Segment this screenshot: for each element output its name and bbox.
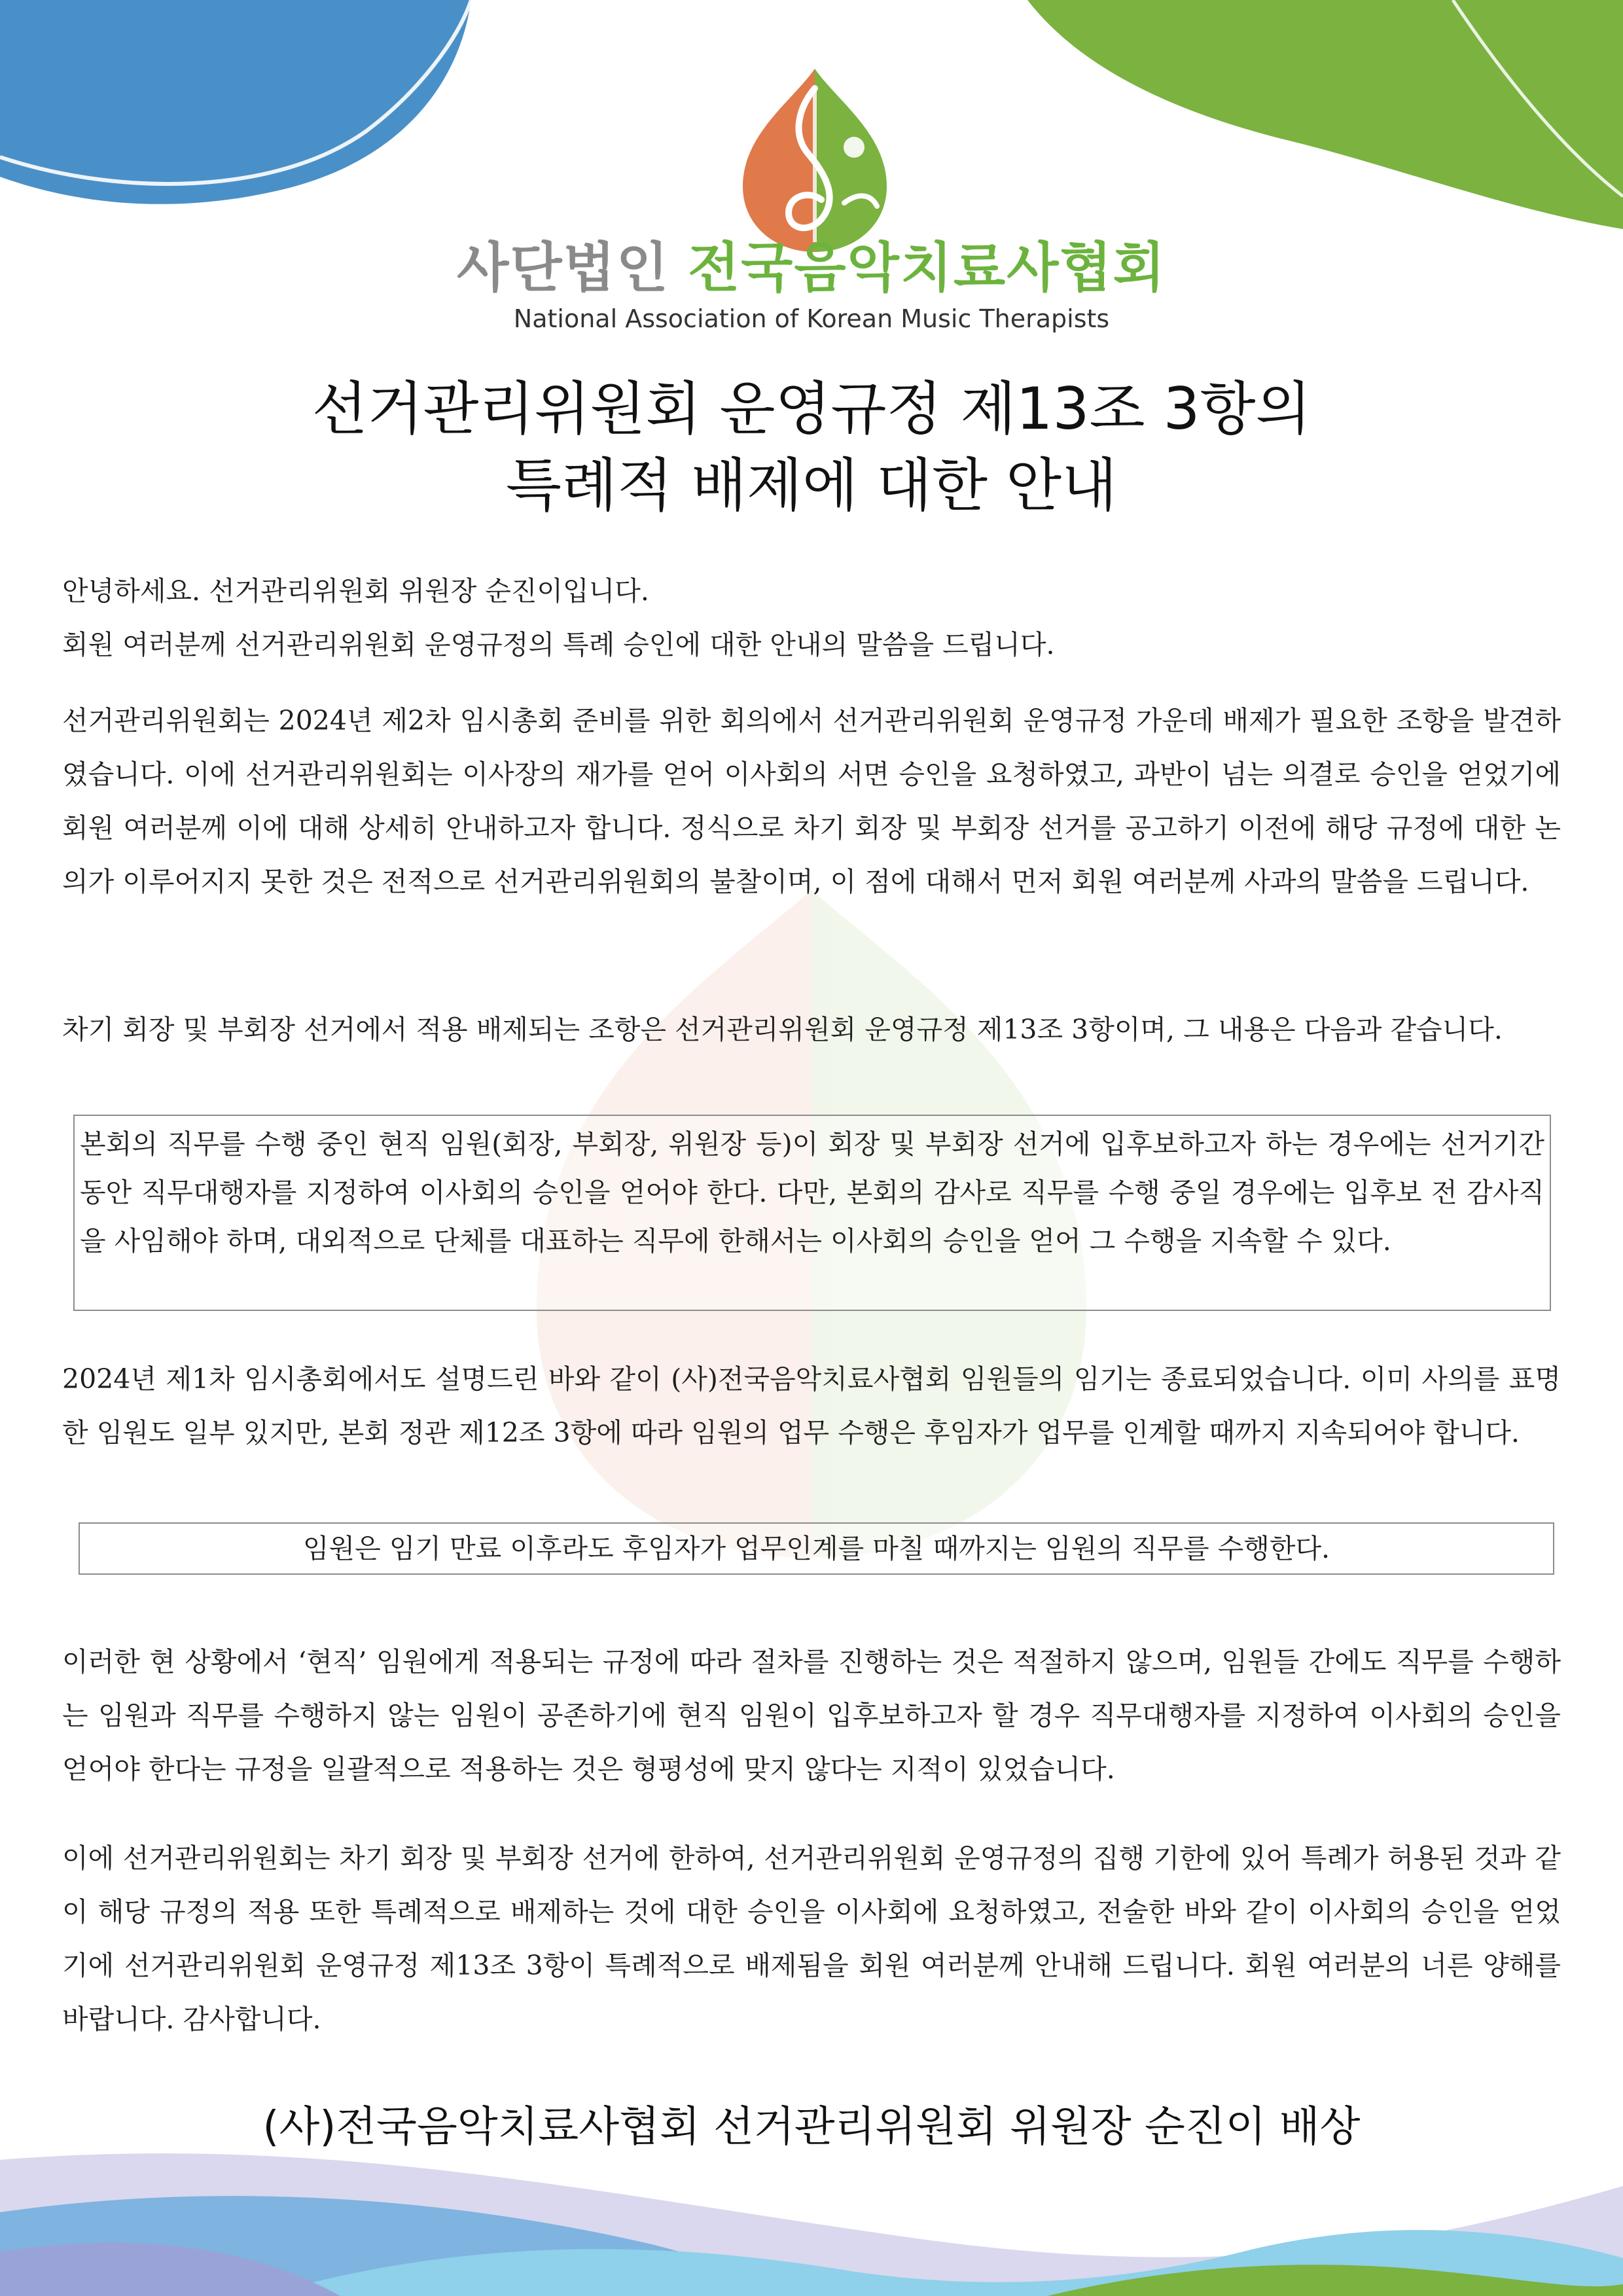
organization-main-name: 전국음악치료사협회 <box>687 237 1166 299</box>
greeting-line-2: 회원 여러분께 선거관리위원회 운영규정의 특례 승인에 대한 안내의 말씀을 드립니다. <box>62 629 1055 660</box>
document-title-line-2: 특례적 배제에 대한 안내 <box>506 452 1117 519</box>
paragraph-term-ended: 2024년 제1차 임시총회에서도 설명드린 바와 같이 (사)전국음악치료사협회 임원들의 임기는 종료되었습니다. 이미 사의를 표명한 임원도 일부 있지만, 본회 정관 제12조 3항에 따라 임원의 업무 수행은 후임자가 업무를 인계할 때까지 지속되어야 합니다. <box>62 1363 1561 1448</box>
document-title-line-1: 선거관리위원회 운영규정 제13조 3항의 <box>312 375 1311 442</box>
organization-name-english: National Association of Korean Music Therapists <box>513 304 1110 333</box>
organization-name <box>0 236 1623 301</box>
paragraph-conclusion: 이에 선거관리위원회는 차기 회장 및 부회장 선거에 한하여, 선거관리위원회 운영규정의 집행 기한에 있어 특례가 허용된 것과 같이 해당 규정의 적용 또한 특례적으로 배제하는 것에 대한 승인을 이사회에 요청하였고, 전술한 바와 같이 이사회의 승인을 얻었기에 선거관리위원회 운영규정 제13조 3항이 특례적으로 배제됨을 회원 여러분께 안내해 드립니다. 회원 여러분의 너른 양해를 바랍니다. 감사합니다. <box>62 1842 1561 2035</box>
paragraph-approval-notice: 선거관리위원회는 2024년 제2차 임시총회 준비를 위한 회의에서 선거관리위원회 운영규정 가운데 배제가 필요한 조항을 발견하였습니다. 이에 선거관리위원회는 이사장의 재가를 얻어 이사회의 서면 승인을 요청하였고, 과반이 넘는 의결로 승인을 얻었기에 회원 여러분께 이에 대해 상세히 안내하고자 합니다. 정식으로 차기 회장 및 부회장 선거를 공고하기 이전에 해당 규정에 대한 논의가 이루어지지 못한 것은 전적으로 선거관리위원회의 불찰이며, 이 점에 대해서 먼저 회원 여러분께 사과의 말씀을 드립니다. <box>62 705 1561 897</box>
music-note-logo-icon <box>730 62 900 259</box>
greeting-line-1: 안녕하세요. 선거관리위원회 위원장 순진이입니다. <box>62 575 649 607</box>
quoted-regulation-box: 본회의 직무를 수행 중인 현직 임원(회장, 부회장, 위원장 등)이 회장 및 부회장 선거에 입후보하고자 하는 경우에는 선거기간 동안 직무대행자를 지정하여 이사회의 승인을 얻어야 한다. 다만, 본회의 감사로 직무를 수행 중일 경우에는 입후보 전 감사직을 사임해야 하며, 대외적으로 단체를 대표하는 직무에 한해서는 이사회의 승인을 얻어 그 수행을 지속할 수 있다. <box>73 1115 1551 1311</box>
paragraph-excluded-clause: 차기 회장 및 부회장 선거에서 적용 배제되는 조항은 선거관리위원회 운영규정 제13조 3항이며, 그 내용은 다음과 같습니다. <box>62 1014 1503 1045</box>
signature-line: (사)전국음악치료사협회 선거관리위원회 위원장 순진이 배상 <box>262 2103 1361 2151</box>
quoted-bylaw-box: 임원은 임기 만료 이후라도 후임자가 업무인계를 마칠 때까지는 임원의 직무를 수행한다. <box>79 1522 1554 1575</box>
organization-prefix: 사단법인 <box>457 237 669 299</box>
paragraph-fairness-issue: 이러한 현 상황에서 ‘현직’ 임원에게 적용되는 규정에 따라 절차를 진행하는 것은 적절하지 않으며, 임원들 간에도 직무를 수행하는 임원과 직무를 수행하지 않는 임원이 공존하기에 현직 임원이 입후보하고자 할 경우 직무대행자를 지정하여 이사회의 승인을 얻어야 한다는 규정을 일괄적으로 적용하는 것은 형평성에 맞지 않다는 지적이 있었습니다. <box>62 1646 1561 1785</box>
